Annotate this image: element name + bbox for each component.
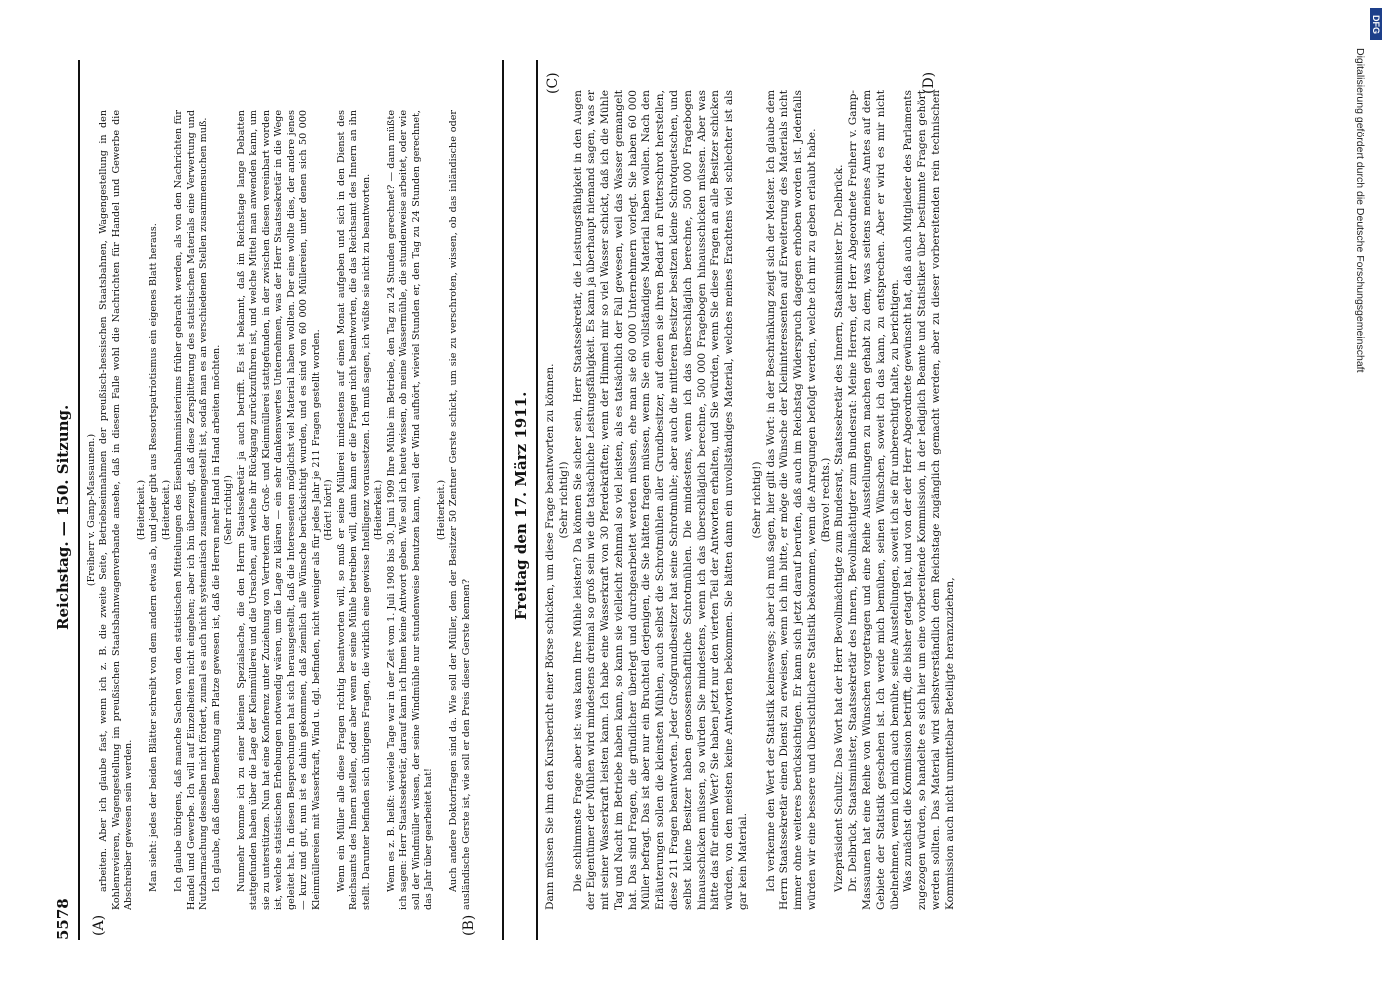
- left-column-paragraph: arbeiten. Aber ich glaube fast, wenn ich z. B. die zweite Seite, Betriebseinnahmen der preußisch-hessischen Staatsbahnen, Wagengestellung in den Kohlenrevieren, Wagengestellung im preußischen Staatsbahnwagenverbande ansehe, daß in diesem Falle wohl die Nachrichten für Handel und Gewerbe die Abschreiber gewesen sein werden.: [98, 110, 135, 910]
- dfg-logo: DFG: [1370, 8, 1382, 40]
- right-column-paragraph: (Sehr richtig!): [557, 461, 570, 539]
- left-column-paragraph: Man sieht: jedes der beiden Blätter schreibt von dem andern etwas ab, und jeder gibt aus Ressortspatriotismus ein eigenes Blatt heraus.: [148, 223, 160, 892]
- digitization-note: Digitalisierung gefördert durch die Deutsche Forschungsgemeinschaft: [1354, 48, 1366, 373]
- rotated-document-page: [50, 60, 1350, 940]
- margin-mark-d: (D): [921, 71, 937, 94]
- page-header: [50, 60, 78, 940]
- session-title: Reichstag. — 150. Sitzung.: [54, 404, 72, 630]
- margin-mark-c: (C): [545, 72, 561, 94]
- left-column-paragraph: Auch andere Doktorfragen sind da. Wie soll der Müller, dem der Besitzer 50 Zentner Gerste schickt, um sie zu verschroten, wissen, ob das inländische oder ausländische Gerste ist, wie soll er den Preis dieser Gerste kennen?: [448, 110, 472, 910]
- page-header-right: [508, 60, 536, 940]
- left-column-paragraph: Ich glaube übrigens, daß manche Sachen von den statistischen Mitteilungen des Eisenbahnministeriums früher gebracht werden, als von den Nachrichten für Handel und Gewerbe. Ich will auf Einzelheiten nicht eingehen; aber ich bin überzeugt, daß diese Zersplitterung des statistischen Materials eine Verwertung und Nutzbarmachung desselben nicht fördert, zumal es auch nicht systematisch zusammengestellt ist, sodaß man es an verschiedenen Stellen zusammensuchen muß.: [173, 110, 210, 910]
- left-column: [86, 110, 486, 910]
- right-column-paragraph: Dr. Delbrück, Staatsminister, Staatssekretär des Innern, Bevollmächtigter zum Bundesrat: Meine Herren, der Herr Abgeordnete Freiherr v. Gamp-Massaunen hat eine Reihe von Wünschen vorgetragen und eine Reihe Ausstellungen zu machen gehabt zu dem, was seitens meines Amtes auf dem Gebiete der Statistik geschehen ist. Ich werde mich bemühen, seinen Wünschen, soweit ich das kann, zu entsprechen. Aber er wird es mir nicht übelnehmen, wenn ich mich auch bemühe, seine Ausstellungen, soweit ich sie für unberechtigt halte, zu berichtigen.: [847, 90, 901, 910]
- header-rule-right: [536, 60, 538, 940]
- right-column: [544, 90, 964, 910]
- page-number: 5578: [54, 898, 72, 940]
- left-column-paragraph: Nunmehr komme ich zu einer kleinen Spezialsache, die den Herrn Staatssekretär ja auch betrifft. Es ist bekannt, daß im Reichstage lange Debatten stattgefunden haben über die Lage der Kleinmüllerei und die Ursachen, auf welche ihr Rückgang zurückzuführen ist, und welche Mittel man anwenden kann, um sie zu unterstützen. Nun hat eine Konferenz unter Zuziehung von Vertretern der Groß- und Kleinmüllerei stattgefunden, in der zwischen diesen vereinbart worden ist, welche statistischen Erhebungen notwendig wären, um die Lage zu klären — ein sehr dankenswertes Unternehmen, was der Herr Staatssekretär in die Wege geleitet hat. In diesen Besprechungen hat sich herausgestellt, daß die Interessenten möglichst viel Material haben wollten. Der eine wollte dies, der andere jenes — kurz und gut, nun ist es dahin gekommen, daß ziemlich alle Wünsche berücksichtigt wurden, und es sind von 60 000 Müllereien, unter denen sich 50 000 Kleinmüllereien mit Wasserkraft, Wind u. dgl. befinden, nicht weniger als für jedes Jahr je 211 Fragen gestellt worden.: [235, 110, 322, 910]
- right-column-paragraph: (Sehr richtig!): [750, 461, 763, 539]
- right-column-paragraph: Die schlimmste Frage aber ist: was kann Ihre Mühle leisten? Da können Sie sicher sein, Herr Staatssekretär, die Leistungsfähigkeit in den Augen der Eigentümer der Mühlen wird mindestens dreimal so groß sein wie die tatsächliche Leistungsfähigkeit. Es kann ja überhaupt niemand sagen, was er mit seiner Wasserkraft leisten kann. Ich habe eine Wasserkraft von 30 Pferdekräften; wenn der Himmel mir so viel Wasser schickt, daß ich die Mühle Tag und Nacht im Betriebe haben kann, so kann sie vielleicht zehnmal so viel leisten, als es tatsächlich der Fall gewesen, weil das Wasser gemangelt hat. Das sind Fragen, die gründlicher überlegt und durchgearbeitet werden müssen, ehe man sie 60 000 Unternehmern vorlegt. Sie haben 60 000 Müller befragt. Das ist aber nur ein Bruchteil derjenigen, die Sie hätten fragen müssen, wenn Sie ein vollständiges Material haben wollen. Nach den Erläuterungen sollen die kleinsten Mühlen, auch selbst die Schrotmühlen aller Grundbesitzer, auf denen sie ihren Bedarf an Futterschrot herstellen, diese 211 Fragen beantworten. Jeder Großgrundbesitzer hat seine Schrotmühle; aber auch die mittleren Besitzer besitzen kleine Schrotquetschen, und selbst kleine Besitzer haben genossenschaftliche Schrotmühlen. Die mindestens, wenn ich das überschläglich berechne, 500 000 Fragebogen hinausschicken müssen, so würden Sie mindestens, wenn ich das überschläglich berechne, 500 000 Fragebogen hinausschicken müssen. Aber was hätte das für einen Wert? Sie haben jetzt nur den vierten Teil der Antworten erhalten, und Sie würden, wenn Sie diese Fragen an alle Besitzer schicken würden, von den meisten keine Antworten bekommen. Sie hätten dann ein unvollständiges Material, welches meines Erachtens viel schlechter ist als gar kein Material.: [571, 90, 749, 910]
- left-column-paragraph: (Freiherr v. Gamp-Massaunen.): [86, 433, 97, 587]
- right-column-paragraph: Was zunächst die Kommission betrifft, die bisher getagt hat, und von der der Herr Abgeordnete gewünscht hat, daß auch Mitglieder des Parlaments zugezogen würden, so handelte es sich hier um eine vorbereitende Kommission, in der lediglich Beamte und Statistiker über bestimmte Fragen gehört werden sollten. Das Material wird selbstverständlich dem Reichstage zugänglich gemacht werden, aber zu dieser vorbereitenden rein technischen Kommission auch nicht unmittelbar Beteiligte heranzuziehen,: [902, 90, 956, 910]
- left-column-paragraph: (Heiterkeit.): [373, 479, 385, 541]
- left-column-paragraph: Ich glaube, daß diese Bemerkung am Platze gewesen ist, daß die Herren mehr Hand in Hand arbeiten möchten.: [210, 344, 222, 892]
- page-date: Freitag den 17. März 1911.: [512, 391, 530, 620]
- left-column-paragraph: Wenn es z. B. heißt: wieviele Tage war in der Zeit vom 1. Juli 1908 bis 30. Juni 1909 Ihre Mühle im Betriebe, den Tag zu 24 Stunden gerechnet? — dann müßte ich sagen: Herr Staatssekretär, darauf kann ich Ihnen keine Antwort geben. Wie soll ich heute wissen, ob meine Wassermühle, die stundenweise arbeitet, oder wie soll der Windmüller wissen, der seine Windmühle nur stundenweise benutzen kann, weil der Wind aufhört, wieviel Stunden er, den Tag zu 24 Stunden gerechnet, das Jahr über gearbeitet hat!: [385, 110, 435, 910]
- left-column-paragraph: (Sehr richtig!): [223, 475, 235, 545]
- left-column-paragraph: Wenn ein Müller alle diese Fragen richtig beantworten will, so muß er seine Müllerei mindestens auf einen Monat aufgeben und sich in den Dienst des Reichsamts des Innern stellen, oder aber wenn er seine Mühle betreiben will, dann kann er die Fragen nicht beantworten, die das Reichsamt des Innern an ihn stellt. Darunter befinden sich übrigens Fragen, die wirklich eine gewisse Intelligenz voraussetzen. Ich muß sagen, ich wüßte sie nicht zu beantworten.: [335, 110, 372, 910]
- right-column-paragraph: Dann müssen Sie ihm den Kursbericht einer Börse schicken, um diese Frage beantworten zu können.: [544, 363, 556, 910]
- right-column-paragraph: (Bravo! rechts.): [819, 457, 832, 543]
- margin-mark-b: (B): [461, 914, 477, 936]
- column-divider: [502, 60, 504, 940]
- right-column-paragraph: Ich verkenne den Wert der Statistik keineswegs; aber ich muß sagen, hier gilt das Wort: in der Beschränkung zeigt sich der Meister. Ich glaube dem Herrn Staatssekretär einen Dienst zu erweisen, wenn ich ihn bitte, er möge die Wünsche der Kleininteressenten auf Erweiterung des Materials nicht immer ohne weiteres berücksichtigen. Er kann sich jetzt darauf berufen, daß auch im Reichstag Widerspruch dagegen erhoben worden ist. Jedenfalls würden wir eine bessere und übersichtlichere Statistik bekommen, wenn die Anregungen befolgt werden, welche ich mir zu geben erlaubt habe.: [764, 90, 818, 910]
- right-column-paragraph: Vizepräsident Schultz: Das Wort hat der Herr Bevollmächtigte zum Bundesrat, Staatssekretär des Innern, Staatsminister Dr. Delbrück.: [833, 164, 846, 892]
- left-column-paragraph: (Hört! hört!): [323, 479, 335, 541]
- left-column-paragraph: (Heiterkeit.): [435, 479, 447, 541]
- header-rule: [78, 60, 80, 940]
- margin-mark-a: (A): [91, 914, 107, 936]
- left-column-paragraph: (Heiterkeit.): [160, 479, 172, 541]
- left-column-paragraph: (Heiterkeit.): [135, 479, 147, 541]
